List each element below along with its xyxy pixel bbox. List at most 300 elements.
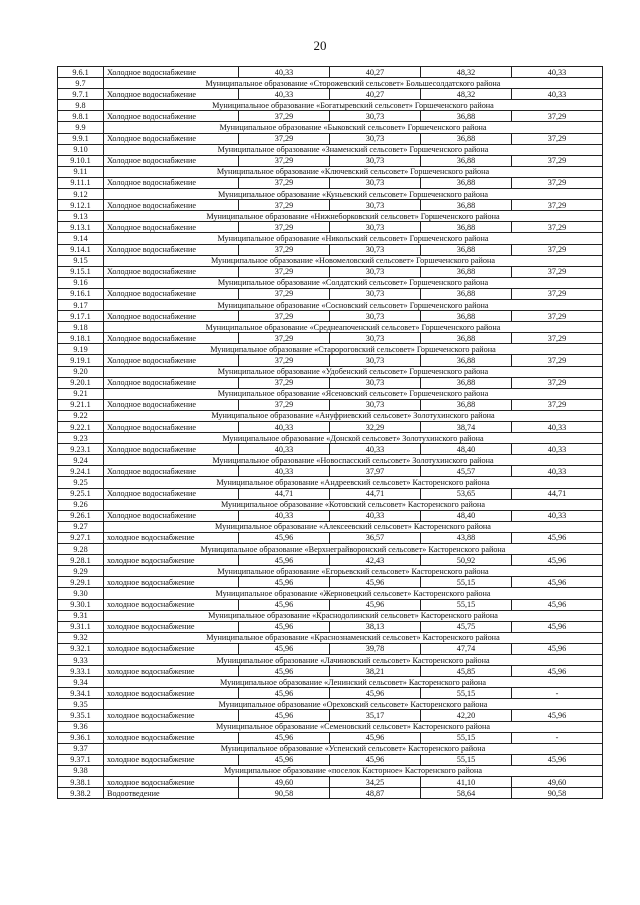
tariff-value: 55,15 (421, 754, 512, 765)
row-number: 9.36.1 (58, 732, 104, 743)
tariff-value: 30,73 (330, 311, 421, 322)
service-name: Холодное водоснабжение (104, 377, 239, 388)
tariff-value: 45,75 (421, 621, 512, 632)
municipality-row (58, 122, 603, 133)
service-name: холодное водоснабжение (104, 555, 239, 566)
row-number: 9.16 (58, 277, 104, 288)
municipality-title: Муниципальное образование «Богатыревский сельсовет» Горшеченского района (104, 100, 603, 111)
municipality-row (58, 455, 603, 466)
tariff-value: 45,96 (239, 643, 330, 654)
service-name: Холодное водоснабжение (104, 288, 239, 299)
row-number: 9.28.1 (58, 555, 104, 566)
row-number: 9.19 (58, 344, 104, 355)
tariff-value: 35,17 (330, 710, 421, 721)
tariff-value: 36,88 (421, 288, 512, 299)
row-number: 9.21 (58, 388, 104, 399)
service-name: Холодное водоснабжение (104, 67, 239, 78)
municipality-row (58, 521, 603, 532)
municipality-title: Муниципальное образование «Успенский сельсовет» Касторенского района (104, 743, 603, 754)
service-name: Холодное водоснабжение (104, 466, 239, 477)
tariff-value: 37,29 (512, 333, 603, 344)
tariff-value: 30,73 (330, 111, 421, 122)
row-number: 9.19.1 (58, 355, 104, 366)
tariff-row (58, 288, 603, 299)
tariff-row (58, 788, 603, 799)
tariff-row (58, 754, 603, 765)
tariff-value: 40,27 (330, 89, 421, 100)
tariff-value: - (512, 732, 603, 743)
service-name: Холодное водоснабжение (104, 488, 239, 499)
tariff-value: 40,33 (512, 67, 603, 78)
tariff-value: 45,96 (239, 577, 330, 588)
row-number: 9.24.1 (58, 466, 104, 477)
row-number: 9.13 (58, 211, 104, 222)
row-number: 9.33 (58, 654, 104, 665)
municipality-title: Муниципальное образование «Котовский сельсовет» Касторенского района (104, 499, 603, 510)
municipality-row (58, 344, 603, 355)
row-number: 9.15.1 (58, 266, 104, 277)
municipality-row (58, 277, 603, 288)
tariff-value: 37,97 (330, 466, 421, 477)
row-number: 9.12.1 (58, 200, 104, 211)
tariff-value: 36,88 (421, 399, 512, 410)
tariff-value: 40,33 (512, 510, 603, 521)
tariff-value: 40,33 (239, 510, 330, 521)
row-number: 9.29.1 (58, 577, 104, 588)
tariff-value: 37,29 (239, 244, 330, 255)
tariff-value: 45,85 (421, 666, 512, 677)
tariff-value: 36,88 (421, 111, 512, 122)
tariff-row (58, 444, 603, 455)
row-number: 9.35 (58, 699, 104, 710)
tariff-value: 43,88 (421, 532, 512, 543)
tariff-value: 37,29 (239, 333, 330, 344)
tariff-value: 42,20 (421, 710, 512, 721)
tariff-value: 38,74 (421, 422, 512, 433)
municipality-title: Муниципальное образование «Сторожевский сельсовет» Большесолдатского района (104, 78, 603, 89)
tariff-value: 40,33 (239, 422, 330, 433)
service-name: Холодное водоснабжение (104, 89, 239, 100)
municipality-row (58, 654, 603, 665)
row-number: 9.30 (58, 588, 104, 599)
row-number: 9.37.1 (58, 754, 104, 765)
municipality-title: Муниципальное образование «Ореховский сельсовет» Касторенского района (104, 699, 603, 710)
tariff-value: 37,29 (239, 311, 330, 322)
page-number: 20 (313, 38, 327, 53)
tariff-row (58, 266, 603, 277)
row-number: 9.16.1 (58, 288, 104, 299)
tariff-row (58, 200, 603, 211)
municipality-row (58, 433, 603, 444)
municipality-title: Муниципальное образование «Егорьевский сельсовет» Касторенского района (104, 566, 603, 577)
tariff-value: 45,96 (512, 599, 603, 610)
tariff-value: 37,29 (512, 399, 603, 410)
tariff-row (58, 422, 603, 433)
row-number: 9.9 (58, 122, 104, 133)
municipality-row (58, 544, 603, 555)
tariff-row (58, 532, 603, 543)
service-name: Холодное водоснабжение (104, 155, 239, 166)
row-number: 9.10.1 (58, 155, 104, 166)
tariff-value: 30,73 (330, 377, 421, 388)
tariff-value: 37,29 (512, 155, 603, 166)
tariff-value: 37,29 (512, 377, 603, 388)
municipality-title: Муниципальное образование «Быковский сельсовет» Горшеченского района (104, 122, 603, 133)
row-number: 9.28 (58, 544, 104, 555)
municipality-title: Муниципальное образование «Знаменский сельсовет» Горшеченского района (104, 144, 603, 155)
tariff-value: 45,96 (512, 710, 603, 721)
tariff-value: 38,13 (330, 621, 421, 632)
municipality-title: Муниципальное образование «Старороговский сельсовет» Горшеченского района (104, 344, 603, 355)
tariff-row (58, 710, 603, 721)
row-number: 9.23 (58, 433, 104, 444)
row-number: 9.31.1 (58, 621, 104, 632)
row-number: 9.20 (58, 366, 104, 377)
tariff-value: 40,33 (239, 67, 330, 78)
tariff-value: - (512, 688, 603, 699)
tariff-row (58, 399, 603, 410)
municipality-title: Муниципальное образование «Никольский сельсовет» Горшеченского района (104, 233, 603, 244)
tariff-row (58, 732, 603, 743)
row-number: 9.22 (58, 410, 104, 421)
tariff-value: 55,15 (421, 732, 512, 743)
tariff-value: 45,96 (239, 532, 330, 543)
tariff-value: 36,88 (421, 333, 512, 344)
service-name: холодное водоснабжение (104, 643, 239, 654)
tariff-value: 37,29 (239, 288, 330, 299)
tariff-value: 53,65 (421, 488, 512, 499)
tariff-value: 30,73 (330, 333, 421, 344)
tariff-value: 30,73 (330, 177, 421, 188)
tariff-value: 37,29 (239, 377, 330, 388)
tariff-value: 37,29 (512, 177, 603, 188)
row-number: 9.37 (58, 743, 104, 754)
tariff-row (58, 89, 603, 100)
tariff-row (58, 599, 603, 610)
tariff-value: 45,96 (330, 732, 421, 743)
row-number: 9.10 (58, 144, 104, 155)
row-number: 9.11.1 (58, 177, 104, 188)
tariff-value: 37,29 (512, 111, 603, 122)
tariff-value: 40,27 (330, 67, 421, 78)
municipality-title: Муниципальное образование «Краснознаменский сельсовет» Касторенского района (104, 632, 603, 643)
row-number: 9.18.1 (58, 333, 104, 344)
municipality-row (58, 677, 603, 688)
tariff-value: 37,29 (512, 133, 603, 144)
tariff-value: 45,96 (239, 754, 330, 765)
municipality-row (58, 632, 603, 643)
service-name: холодное водоснабжение (104, 577, 239, 588)
municipality-title: Муниципальное образование «Куньевский сельсовет» Горшеченского района (104, 189, 603, 200)
tariff-value: 37,29 (512, 266, 603, 277)
tariff-value: 55,15 (421, 599, 512, 610)
row-number: 9.17 (58, 299, 104, 310)
tariff-value: 37,29 (512, 288, 603, 299)
row-number: 9.38 (58, 765, 104, 776)
tariff-value: 36,88 (421, 155, 512, 166)
municipality-title: Муниципальное образование «Ленинский сельсовет» Касторенского района (104, 677, 603, 688)
tariff-value: 44,71 (330, 488, 421, 499)
tariff-value: 39,78 (330, 643, 421, 654)
tariff-value: 37,29 (239, 177, 330, 188)
municipality-row (58, 233, 603, 244)
tariff-value: 45,96 (239, 599, 330, 610)
tariff-row (58, 111, 603, 122)
tariff-value: 37,29 (512, 311, 603, 322)
municipality-row (58, 144, 603, 155)
service-name: Водоотведение (104, 788, 239, 799)
tariff-row (58, 355, 603, 366)
tariff-value: 30,73 (330, 133, 421, 144)
row-number: 9.15 (58, 255, 104, 266)
row-number: 9.27.1 (58, 532, 104, 543)
tariff-value: 47,74 (421, 643, 512, 654)
tariff-value: 38,21 (330, 666, 421, 677)
row-number: 9.14 (58, 233, 104, 244)
tariff-value: 49,60 (512, 777, 603, 788)
tariff-value: 36,88 (421, 377, 512, 388)
tariff-row (58, 621, 603, 632)
tariff-value: 45,96 (330, 577, 421, 588)
tariff-table (57, 66, 603, 799)
tariff-row (58, 133, 603, 144)
tariff-row (58, 643, 603, 654)
service-name: Холодное водоснабжение (104, 177, 239, 188)
row-number: 9.17.1 (58, 311, 104, 322)
tariff-row (58, 577, 603, 588)
row-number: 9.30.1 (58, 599, 104, 610)
row-number: 9.8.1 (58, 111, 104, 122)
tariff-value: 40,33 (330, 444, 421, 455)
row-number: 9.38.1 (58, 777, 104, 788)
tariff-value: 37,29 (512, 355, 603, 366)
municipality-row (58, 588, 603, 599)
row-number: 9.34.1 (58, 688, 104, 699)
tariff-value: 45,57 (421, 466, 512, 477)
row-number: 9.25 (58, 477, 104, 488)
tariff-value: 45,96 (512, 532, 603, 543)
service-name: холодное водоснабжение (104, 754, 239, 765)
municipality-title: Муниципальное образование «Ключевский сельсовет» Горшеченского района (104, 166, 603, 177)
service-name: холодное водоснабжение (104, 732, 239, 743)
tariff-row (58, 333, 603, 344)
tariff-value: 37,29 (239, 266, 330, 277)
tariff-value: 45,96 (512, 621, 603, 632)
tariff-row (58, 555, 603, 566)
municipality-row (58, 721, 603, 732)
service-name: Холодное водоснабжение (104, 444, 239, 455)
municipality-title: Муниципальное образование «Нижнеборковский сельсовет» Горшеченского района (104, 211, 603, 222)
row-number: 9.9.1 (58, 133, 104, 144)
tariff-value: 37,29 (239, 200, 330, 211)
tariff-value: 36,88 (421, 355, 512, 366)
municipality-title: Муниципальное образование «Среднеапоченский сельсовет» Горшеченского района (104, 322, 603, 333)
service-name: Холодное водоснабжение (104, 200, 239, 211)
tariff-value: 30,73 (330, 155, 421, 166)
tariff-value: 30,73 (330, 288, 421, 299)
service-name: холодное водоснабжение (104, 621, 239, 632)
row-number: 9.23.1 (58, 444, 104, 455)
row-number: 9.26.1 (58, 510, 104, 521)
tariff-value: 45,96 (512, 555, 603, 566)
tariff-value: 44,71 (512, 488, 603, 499)
row-number: 9.6.1 (58, 67, 104, 78)
tariff-value: 30,73 (330, 266, 421, 277)
municipality-title: Муниципальное образование «поселок Касторное» Касторенского района (104, 765, 603, 776)
municipality-row (58, 299, 603, 310)
tariff-value: 30,73 (330, 244, 421, 255)
tariff-value: 36,88 (421, 133, 512, 144)
municipality-row (58, 410, 603, 421)
municipality-title: Муниципальное образование «Донской сельсовет» Золотухинского района (104, 433, 603, 444)
tariff-value: 48,87 (330, 788, 421, 799)
tariff-value: 45,96 (239, 710, 330, 721)
municipality-row (58, 189, 603, 200)
municipality-title: Муниципальное образование «Лачиновский сельсовет» Касторенского района (104, 654, 603, 665)
tariff-value: 45,96 (239, 732, 330, 743)
tariff-value: 30,73 (330, 200, 421, 211)
tariff-value: 37,29 (239, 399, 330, 410)
tariff-value: 37,29 (512, 222, 603, 233)
row-number: 9.20.1 (58, 377, 104, 388)
tariff-row (58, 177, 603, 188)
municipality-title: Муниципальное образование «Жерновецкий сельсовет» Касторенского района (104, 588, 603, 599)
municipality-title: Муниципальное образование «Ануфриевский сельсовет» Золотухинского района (104, 410, 603, 421)
tariff-value: 90,58 (239, 788, 330, 799)
municipality-title: Муниципальное образование «Новоспасский сельсовет» Золотухинского района (104, 455, 603, 466)
row-number: 9.31 (58, 610, 104, 621)
tariff-value: 58,64 (421, 788, 512, 799)
service-name: холодное водоснабжение (104, 688, 239, 699)
row-number: 9.33.1 (58, 666, 104, 677)
municipality-row (58, 78, 603, 89)
row-number: 9.12 (58, 189, 104, 200)
tariff-value: 37,29 (512, 200, 603, 211)
tariff-value: 40,33 (512, 89, 603, 100)
row-number: 9.29 (58, 566, 104, 577)
row-number: 9.21.1 (58, 399, 104, 410)
tariff-value: 36,88 (421, 200, 512, 211)
municipality-title: Муниципальное образование «Андреевский сельсовет» Касторенского района (104, 477, 603, 488)
tariff-row (58, 777, 603, 788)
row-number: 9.7 (58, 78, 104, 89)
tariff-value: 40,33 (512, 422, 603, 433)
municipality-row (58, 322, 603, 333)
tariff-value: 45,96 (239, 555, 330, 566)
tariff-value: 45,96 (512, 666, 603, 677)
tariff-row (58, 67, 603, 78)
service-name: Холодное водоснабжение (104, 355, 239, 366)
row-number: 9.7.1 (58, 89, 104, 100)
municipality-row (58, 477, 603, 488)
row-number: 9.13.1 (58, 222, 104, 233)
service-name: Холодное водоснабжение (104, 311, 239, 322)
row-number: 9.34 (58, 677, 104, 688)
service-name: Холодное водоснабжение (104, 422, 239, 433)
row-number: 9.26 (58, 499, 104, 510)
tariff-value: 45,96 (512, 754, 603, 765)
row-number: 9.22.1 (58, 422, 104, 433)
row-number: 9.11 (58, 166, 104, 177)
municipality-row (58, 166, 603, 177)
tariff-value: 55,15 (421, 688, 512, 699)
row-number: 9.35.1 (58, 710, 104, 721)
service-name: холодное водоснабжение (104, 532, 239, 543)
municipality-row (58, 499, 603, 510)
tariff-row (58, 466, 603, 477)
tariff-value: 37,29 (512, 244, 603, 255)
municipality-title: Муниципальное образование «Краснодолинский сельсовет» Касторенского района (104, 610, 603, 621)
municipality-row (58, 765, 603, 776)
tariff-table-body (58, 67, 603, 799)
tariff-value: 36,88 (421, 311, 512, 322)
tariff-value: 55,15 (421, 577, 512, 588)
tariff-value: 45,96 (239, 666, 330, 677)
row-number: 9.36 (58, 721, 104, 732)
tariff-value: 36,88 (421, 177, 512, 188)
row-number: 9.38.2 (58, 788, 104, 799)
service-name: холодное водоснабжение (104, 710, 239, 721)
municipality-title: Муниципальное образование «Солдатский сельсовет» Горшеченского района (104, 277, 603, 288)
tariff-value: 30,73 (330, 399, 421, 410)
tariff-value: 34,25 (330, 777, 421, 788)
tariff-value: 45,96 (239, 621, 330, 632)
tariff-row (58, 155, 603, 166)
tariff-value: 41,10 (421, 777, 512, 788)
row-number: 9.18 (58, 322, 104, 333)
tariff-row (58, 311, 603, 322)
row-number: 9.25.1 (58, 488, 104, 499)
tariff-value: 48,32 (421, 89, 512, 100)
tariff-row (58, 377, 603, 388)
row-number: 9.32 (58, 632, 104, 643)
tariff-value: 50,92 (421, 555, 512, 566)
municipality-row (58, 566, 603, 577)
row-number: 9.27 (58, 521, 104, 532)
tariff-value: 37,29 (239, 355, 330, 366)
municipality-row (58, 366, 603, 377)
municipality-title: Муниципальное образование «Ясеновский сельсовет» Горшеченского района (104, 388, 603, 399)
tariff-row (58, 488, 603, 499)
tariff-value: 36,88 (421, 266, 512, 277)
municipality-title: Муниципальное образование «Сосновский сельсовет» Горшеченского района (104, 299, 603, 310)
tariff-value: 32,29 (330, 422, 421, 433)
tariff-row (58, 666, 603, 677)
row-number: 9.24 (58, 455, 104, 466)
tariff-value: 90,58 (512, 788, 603, 799)
municipality-row (58, 100, 603, 111)
tariff-value: 44,71 (239, 488, 330, 499)
service-name: Холодное водоснабжение (104, 111, 239, 122)
municipality-row (58, 211, 603, 222)
tariff-value: 49,60 (239, 777, 330, 788)
service-name: Холодное водоснабжение (104, 133, 239, 144)
tariff-value: 37,29 (239, 133, 330, 144)
tariff-row (58, 244, 603, 255)
tariff-value: 45,96 (239, 688, 330, 699)
tariff-value: 37,29 (239, 111, 330, 122)
tariff-value: 40,33 (239, 466, 330, 477)
municipality-title: Муниципальное образование «Удобенский сельсовет» Горшеченского района (104, 366, 603, 377)
tariff-value: 40,33 (330, 510, 421, 521)
municipality-row (58, 255, 603, 266)
tariff-value: 45,96 (330, 599, 421, 610)
tariff-value: 45,96 (512, 577, 603, 588)
municipality-title: Муниципальное образование «Семеновский сельсовет» Касторенского района (104, 721, 603, 732)
tariff-value: 40,33 (512, 444, 603, 455)
service-name: холодное водоснабжение (104, 599, 239, 610)
tariff-value: 42,43 (330, 555, 421, 566)
